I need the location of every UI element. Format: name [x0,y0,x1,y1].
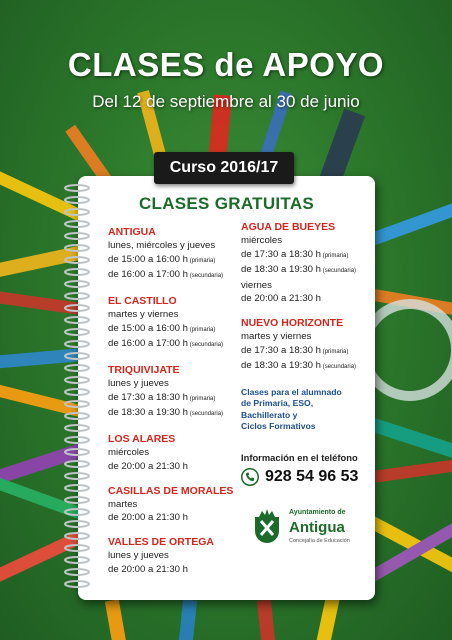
phone-label: Información en el teléfono [241,451,358,463]
schedule-line: de 15:00 a 16:00 h (primaria) [108,253,216,265]
phone-icon [241,468,259,486]
spiral-ring [65,425,89,431]
spiral-ring [65,389,89,395]
spiral-ring [65,197,89,203]
spiral-ring [65,365,89,371]
schedule-line: miércoles [108,447,150,458]
spiral-ring [65,485,89,491]
location-name: LOS ALARES [108,433,176,445]
level-note: (primaria) [188,257,216,264]
schedule-line: de 18:30 a 19:30 h (secundaria) [241,264,357,275]
phone-number-text: 928 54 96 53 [265,468,359,486]
spiral-binding [62,182,92,594]
schedule-line: de 20:00 a 21:30 h [108,512,189,523]
schedule-block [108,484,248,525]
spiral-ring [65,521,89,527]
notebook-heading: CLASES GRATUITAS [138,194,315,213]
phone-number[interactable] [241,468,371,486]
notebook-card [78,176,375,600]
level-note: (primaria) [321,348,349,355]
spiral-ring [65,281,89,287]
spiral-ring [65,257,89,263]
location-name: CASILLAS DE MORALES [108,484,234,497]
level-note: (secundaria) [188,342,224,348]
level-note: (secundaria) [188,273,224,279]
level-note: (secundaria) [321,364,357,370]
spiral-ring [65,233,89,239]
schedule-line: martes y viernes [241,331,312,342]
spiral-ring [65,209,89,215]
location-name: ANTIGUA [108,226,156,238]
logo-line3: Concejalía de Educación [289,537,350,544]
right-schedule-column [241,220,371,548]
info-line: de Primaria, ESO, [241,398,314,408]
spiral-ring [65,245,89,251]
info-text [241,387,371,433]
schedule-line: de 20:00 a 21:30 h [241,293,322,304]
left-schedule-column [108,225,248,587]
schedule-line: de 20:00 a 21:30 h [108,563,189,575]
schedule-block [241,316,371,375]
spiral-ring [65,449,89,455]
schedule-line: viernes [241,279,272,291]
level-note: (primaria) [321,252,349,259]
info-line: Ciclos Formativos [241,421,316,431]
schedule-line: de 20:00 a 21:30 h [108,460,189,472]
schedule-line: de 17:30 a 18:30 h (primaria) [108,391,216,403]
level-note: (secundaria) [188,411,224,417]
spiral-ring [65,569,89,575]
spiral-ring [65,497,89,503]
schedule-line: lunes y jueves [108,378,169,389]
spiral-ring [65,185,89,191]
location-name: TRIQUIVIJATE [108,364,180,376]
main-title: CLASES de APOYO [67,46,385,83]
schedule-block [108,535,248,576]
schedule-block [108,363,248,422]
schedule-block [241,220,371,306]
spiral-ring [65,353,89,359]
spiral-ring [65,545,89,551]
location-name: AGUA DE BUEYES [241,221,336,233]
location-name: NUEVO HORIZONTE [241,317,344,329]
spiral-ring [65,269,89,275]
spiral-ring [65,401,89,407]
schedule-block [108,225,248,284]
level-note: (primaria) [188,326,216,333]
spiral-ring [65,461,89,467]
spiral-ring [65,509,89,515]
spiral-ring [65,305,89,311]
level-note: (primaria) [188,395,216,402]
schedule-block [108,432,248,473]
spiral-ring [65,581,89,587]
schedule-line: de 16:00 a 17:00 h (secundaria) [108,338,224,349]
info-line: Bachillerato y [241,409,298,420]
spiral-ring [65,317,89,323]
spiral-ring [65,533,89,539]
schedule-line: de 15:00 a 16:00 h (primaria) [108,322,216,334]
coat-of-arms-icon [251,507,283,547]
location-name: EL CASTILLO [108,295,177,307]
course-badge: Curso 2016/17 [154,152,294,184]
level-note: (secundaria) [321,268,357,274]
spiral-ring [65,413,89,419]
schedule-line: de 18:30 a 19:30 h (secundaria) [241,360,357,371]
location-name: VALLES DE ORTEGA [108,536,214,548]
schedule-line: lunes, miércoles y jueves [108,240,216,251]
spiral-ring [65,377,89,383]
spiral-ring [65,557,89,563]
logo-line1: Ayuntamiento de [289,509,346,516]
schedule-line: de 17:30 a 18:30 h (primaria) [241,344,349,356]
schedule-line: lunes y jueves [108,550,169,561]
spiral-ring [65,341,89,347]
schedule-line: de 17:30 a 18:30 h (primaria) [241,248,349,260]
spiral-ring [65,329,89,335]
schedule-line: de 18:30 a 19:30 h (secundaria) [108,407,224,418]
schedule-line: martes y viernes [108,309,179,320]
schedule-line: miércoles [241,235,283,246]
date-range: Del 12 de septiembre al 30 de junio [92,92,360,111]
spiral-ring [65,437,89,443]
spiral-ring [65,473,89,479]
schedule-line: martes [108,498,138,510]
logo-line2: Antigua [289,518,345,536]
municipality-logo [251,506,371,548]
info-line: Clases para el alumnado [241,386,342,397]
schedule-line: de 16:00 a 17:00 h (secundaria) [108,269,224,280]
schedule-block [108,294,248,353]
spiral-ring [65,221,89,227]
spiral-ring [65,293,89,299]
